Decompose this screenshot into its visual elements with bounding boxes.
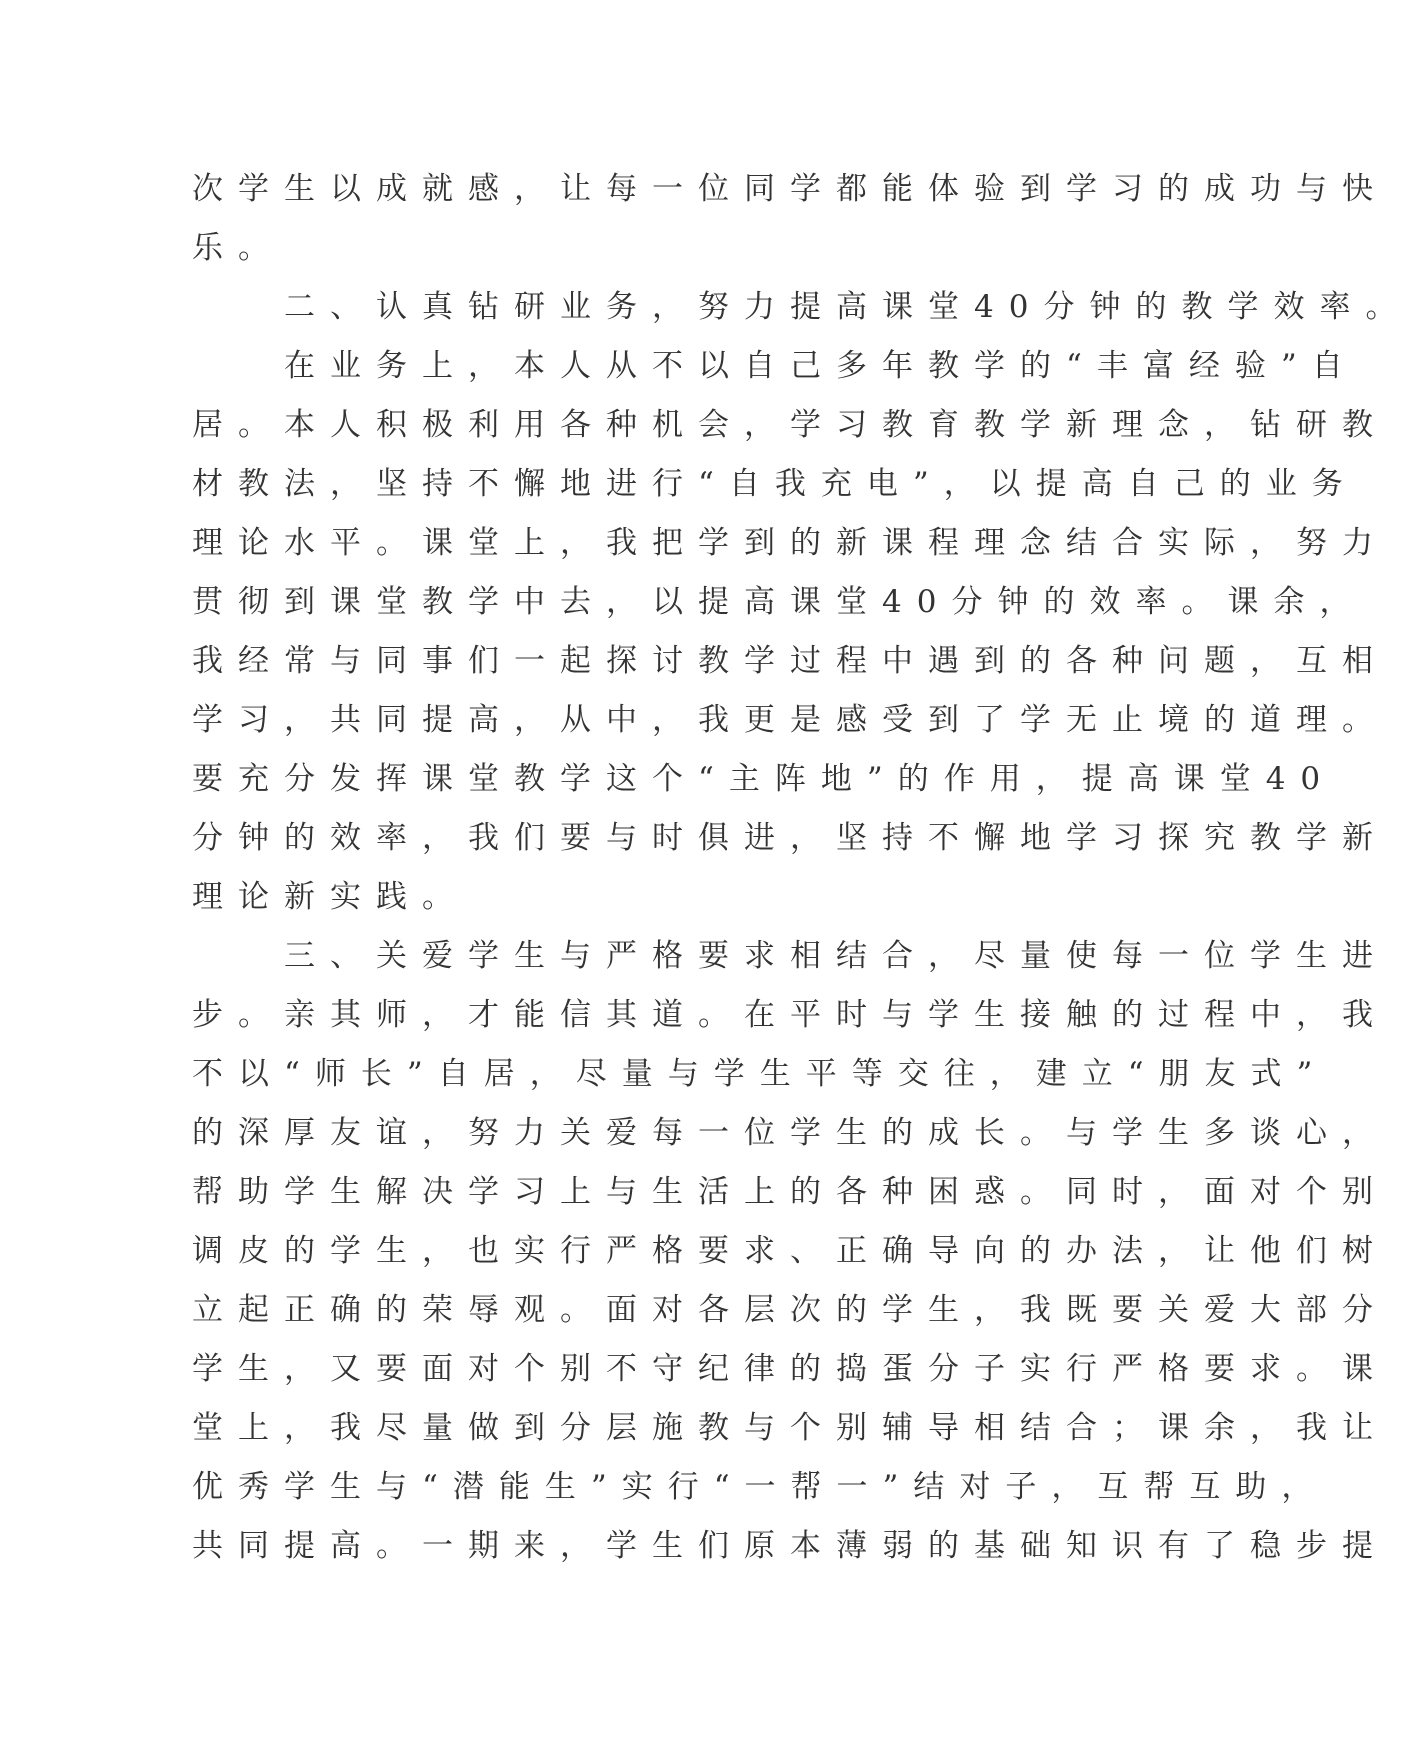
- text-line: 步。亲其师，才能信其道。在平时与学生接触的过程中，我: [192, 997, 1388, 1033]
- text-line: 贯彻到课堂教学中去，以提高课堂40分钟的效率。课余，: [192, 584, 1366, 620]
- text-line: 理论水平。课堂上，我把学到的新课程理念结合实际，努力: [192, 525, 1388, 561]
- section-heading: 三、关爱学生与严格要求相结合，尽量使每一位学生进: [284, 938, 1388, 974]
- text-line: 共同提高。一期来，学生们原本薄弱的基础知识有了稳步提: [192, 1528, 1388, 1564]
- text-line: 学生，又要面对个别不守纪律的捣蛋分子实行严格要求。课: [192, 1351, 1388, 1387]
- text-line: 立起正确的荣辱观。面对各层次的学生，我既要关爱大部分: [192, 1292, 1388, 1328]
- text-line: 我经常与同事们一起探讨教学过程中遇到的各种问题，互相: [192, 643, 1388, 679]
- text-line: 帮助学生解决学习上与生活上的各种困惑。同时，面对个别: [192, 1174, 1388, 1210]
- paragraph-first-line: 在业务上，本人从不以自己多年教学的“丰富经验”自: [284, 348, 1358, 384]
- text-line: 调皮的学生，也实行严格要求、正确导向的办法，让他们树: [192, 1233, 1388, 1269]
- text-line: 学习，共同提高，从中，我更是感受到了学无止境的道理。: [192, 702, 1388, 738]
- text-line: 不以“师长”自居，尽量与学生平等交往，建立“朋友式”: [192, 1056, 1328, 1092]
- text-line: 材教法，坚持不懈地进行“自我充电”，以提高自己的业务: [192, 466, 1358, 502]
- text-line: 堂上，我尽量做到分层施教与个别辅导相结合；课余，我让: [192, 1410, 1388, 1446]
- text-line: 理论新实践。: [192, 879, 468, 915]
- text-line: 居。本人积极利用各种机会，学习教育教学新理念，钻研教: [192, 407, 1388, 443]
- document-body: [192, 160, 1411, 1576]
- text-line: 优秀学生与“潜能生”实行“一帮一”结对子，互帮互助，: [192, 1469, 1328, 1505]
- section-heading: 二、认真钻研业务，努力提高课堂40分钟的教学效率。: [284, 289, 1411, 325]
- text-line: 乐。: [192, 230, 284, 266]
- text-line: 次学生以成就感，让每一位同学都能体验到学习的成功与快: [192, 171, 1388, 207]
- text-line: 的深厚友谊，努力关爱每一位学生的成长。与学生多谈心，: [192, 1115, 1388, 1151]
- text-line: 分钟的效率，我们要与时俱进，坚持不懈地学习探究教学新: [192, 820, 1388, 856]
- text-line: 要充分发挥课堂教学这个“主阵地”的作用，提高课堂40: [192, 761, 1336, 797]
